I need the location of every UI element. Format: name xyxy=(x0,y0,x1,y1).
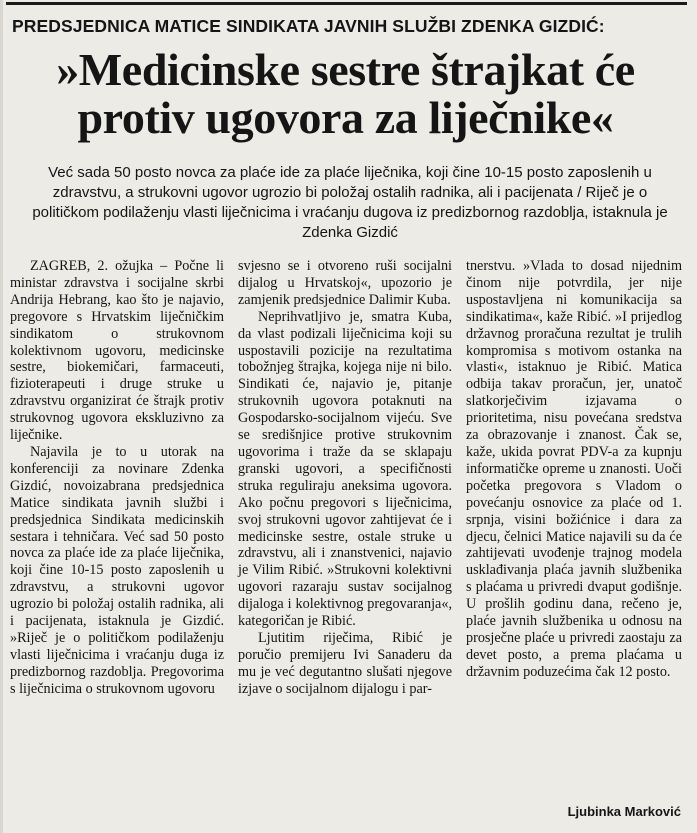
paragraph: tnerstvu. »Vlada to dosad nijednim činom nije potvrdila, jer nije uspostavljena ni komunikacija sa sindikatima«, kaže Ribić. »I prijedlog državnog proračuna rezultat je trulih kompromisa s motivom ostanka na vlasti«, istaknuo je Ribić. Matica odbija takav proračun, jer, unatoč slatkorječivim izjavama o prioritetima, nisu povećana sredstva za obrazovanje i znanost. Čak se, kaže, ukida povrat PDV-a za kupnju informatičke opreme u znanosti. Uoči početka pregovora s Vladom o povećanju osnovice za plaće od 1. srpnja, visini božićnice i dara za djecu, čelnici Matice najavili su da će zahtijevati uvođenje trajnog modela usklađivanja plaća javnih službenika s plaćama u privredi dvaput godišnje. U prošlih godinu dana, rečeno je, plaće javnih službenika u odnosu na prosječne plaće u privredi zaostaju za devet posto, a prema plaćama u državnim poduzećima čak 12 posto. xyxy=(466,258,682,680)
scan-edge xyxy=(0,0,3,833)
byline: Ljubinka Marković xyxy=(567,804,681,819)
paragraph: svjesno se i otvoreno ruši socijalni dijalog u Hrvatskoj«, upozorio je zamjenik predsjednice Dalimir Kuba. xyxy=(238,258,452,308)
lead-paragraph: Već sada 50 posto novca za plaće ide za plaće liječnika, koji čine 10-15 posto zaposlenih u zdravstvu, a strukovni ugovor ugrozio bi položaj ostalih radnika, ali i pacijenata / Riječ je o političkom podilaženju vlasti liječnicima i vraćanju dugova iz predizbornog razdoblja, istaknula je Zdenka Gizdić xyxy=(32,164,668,241)
column-3 xyxy=(466,258,682,681)
paragraph: Neprihvatljivo je, smatra Kuba, da vlast podizali liječnicima koji su uspostavili pozicije na rezultatima tobožnjeg štrajka, kojega nije ni bilo. Sindikati će, najavio je, pitanje strukovnih ugovora potaknuti na Gospodarsko-socijalnom vijeću. Sve se središnjice protive strukovnim ugovorima i traže da se sklapaju granski ugovori, a specifičnosti struka reguliraju aneksima ugovora. Ako počnu pregovori s liječnicima, svoj strukovni ugovor zahtijevat će i medicinske sestre, ostale struke u zdravstvu, ali i znanstvenici, najavio je Vilim Ribić. »Strukovni kolektivni ugovori razaraju sustav socijalnog dijaloga i kolektivnog pregovaranja«, kategoričan je Ribić. xyxy=(238,308,452,630)
paragraph: ZAGREB, 2. ožujka – Počne li ministar zdravstva i socijalne skrbi Andrija Hebrang, kao što je najavio, pregovore s Hrvatskim liječničkim sindikatom o strukovnom kolektivnom ugovoru, medicinske sestre, biokemičari, farmaceuti, fizioterapeuti i druge struke u zdravstvu organizirat će štrajk protiv strukovnog ugovora ekskluzivno za liječnike. xyxy=(10,258,224,444)
column-2 xyxy=(238,258,452,698)
top-rule xyxy=(6,2,687,5)
paragraph: Najavila je to u utorak na konferenciji za novinare Zdenka Gizdić, novoizabrana predsjednica Matice sindikata javnih službi i predsjednica Sindikata medicinskih sestara i tehničara. Već sad 50 posto novca za plaće ide za plaće liječnika, koji čine 10-15 posto zaposlenih u zdravstvu, a strukovni ugovor ugrozio bi položaj ostalih radnika, ali i pacijenata, istaknula je Gizdić. »Riječ je o političkom podilaženju vlasti liječnicima i vraćanju duga iz predizbornog razdoblja. Pregovorima s liječnicima o strukovnom ugovoru xyxy=(10,443,224,697)
headline: »Medicinske sestre štrajkat će protiv ugovora za liječnike« xyxy=(56,44,635,143)
column-1 xyxy=(10,258,224,698)
paragraph: Ljutitim riječima, Ribić je poručio premijeru Ivi Sanaderu da mu je već degutantno slušati njegove izjave o socijalnom dijalogu i par- xyxy=(238,629,452,697)
kicker: PREDSJEDNICA MATICE SINDIKATA JAVNIH SLUŽBI ZDENKA GIZDIĆ: xyxy=(12,16,605,36)
